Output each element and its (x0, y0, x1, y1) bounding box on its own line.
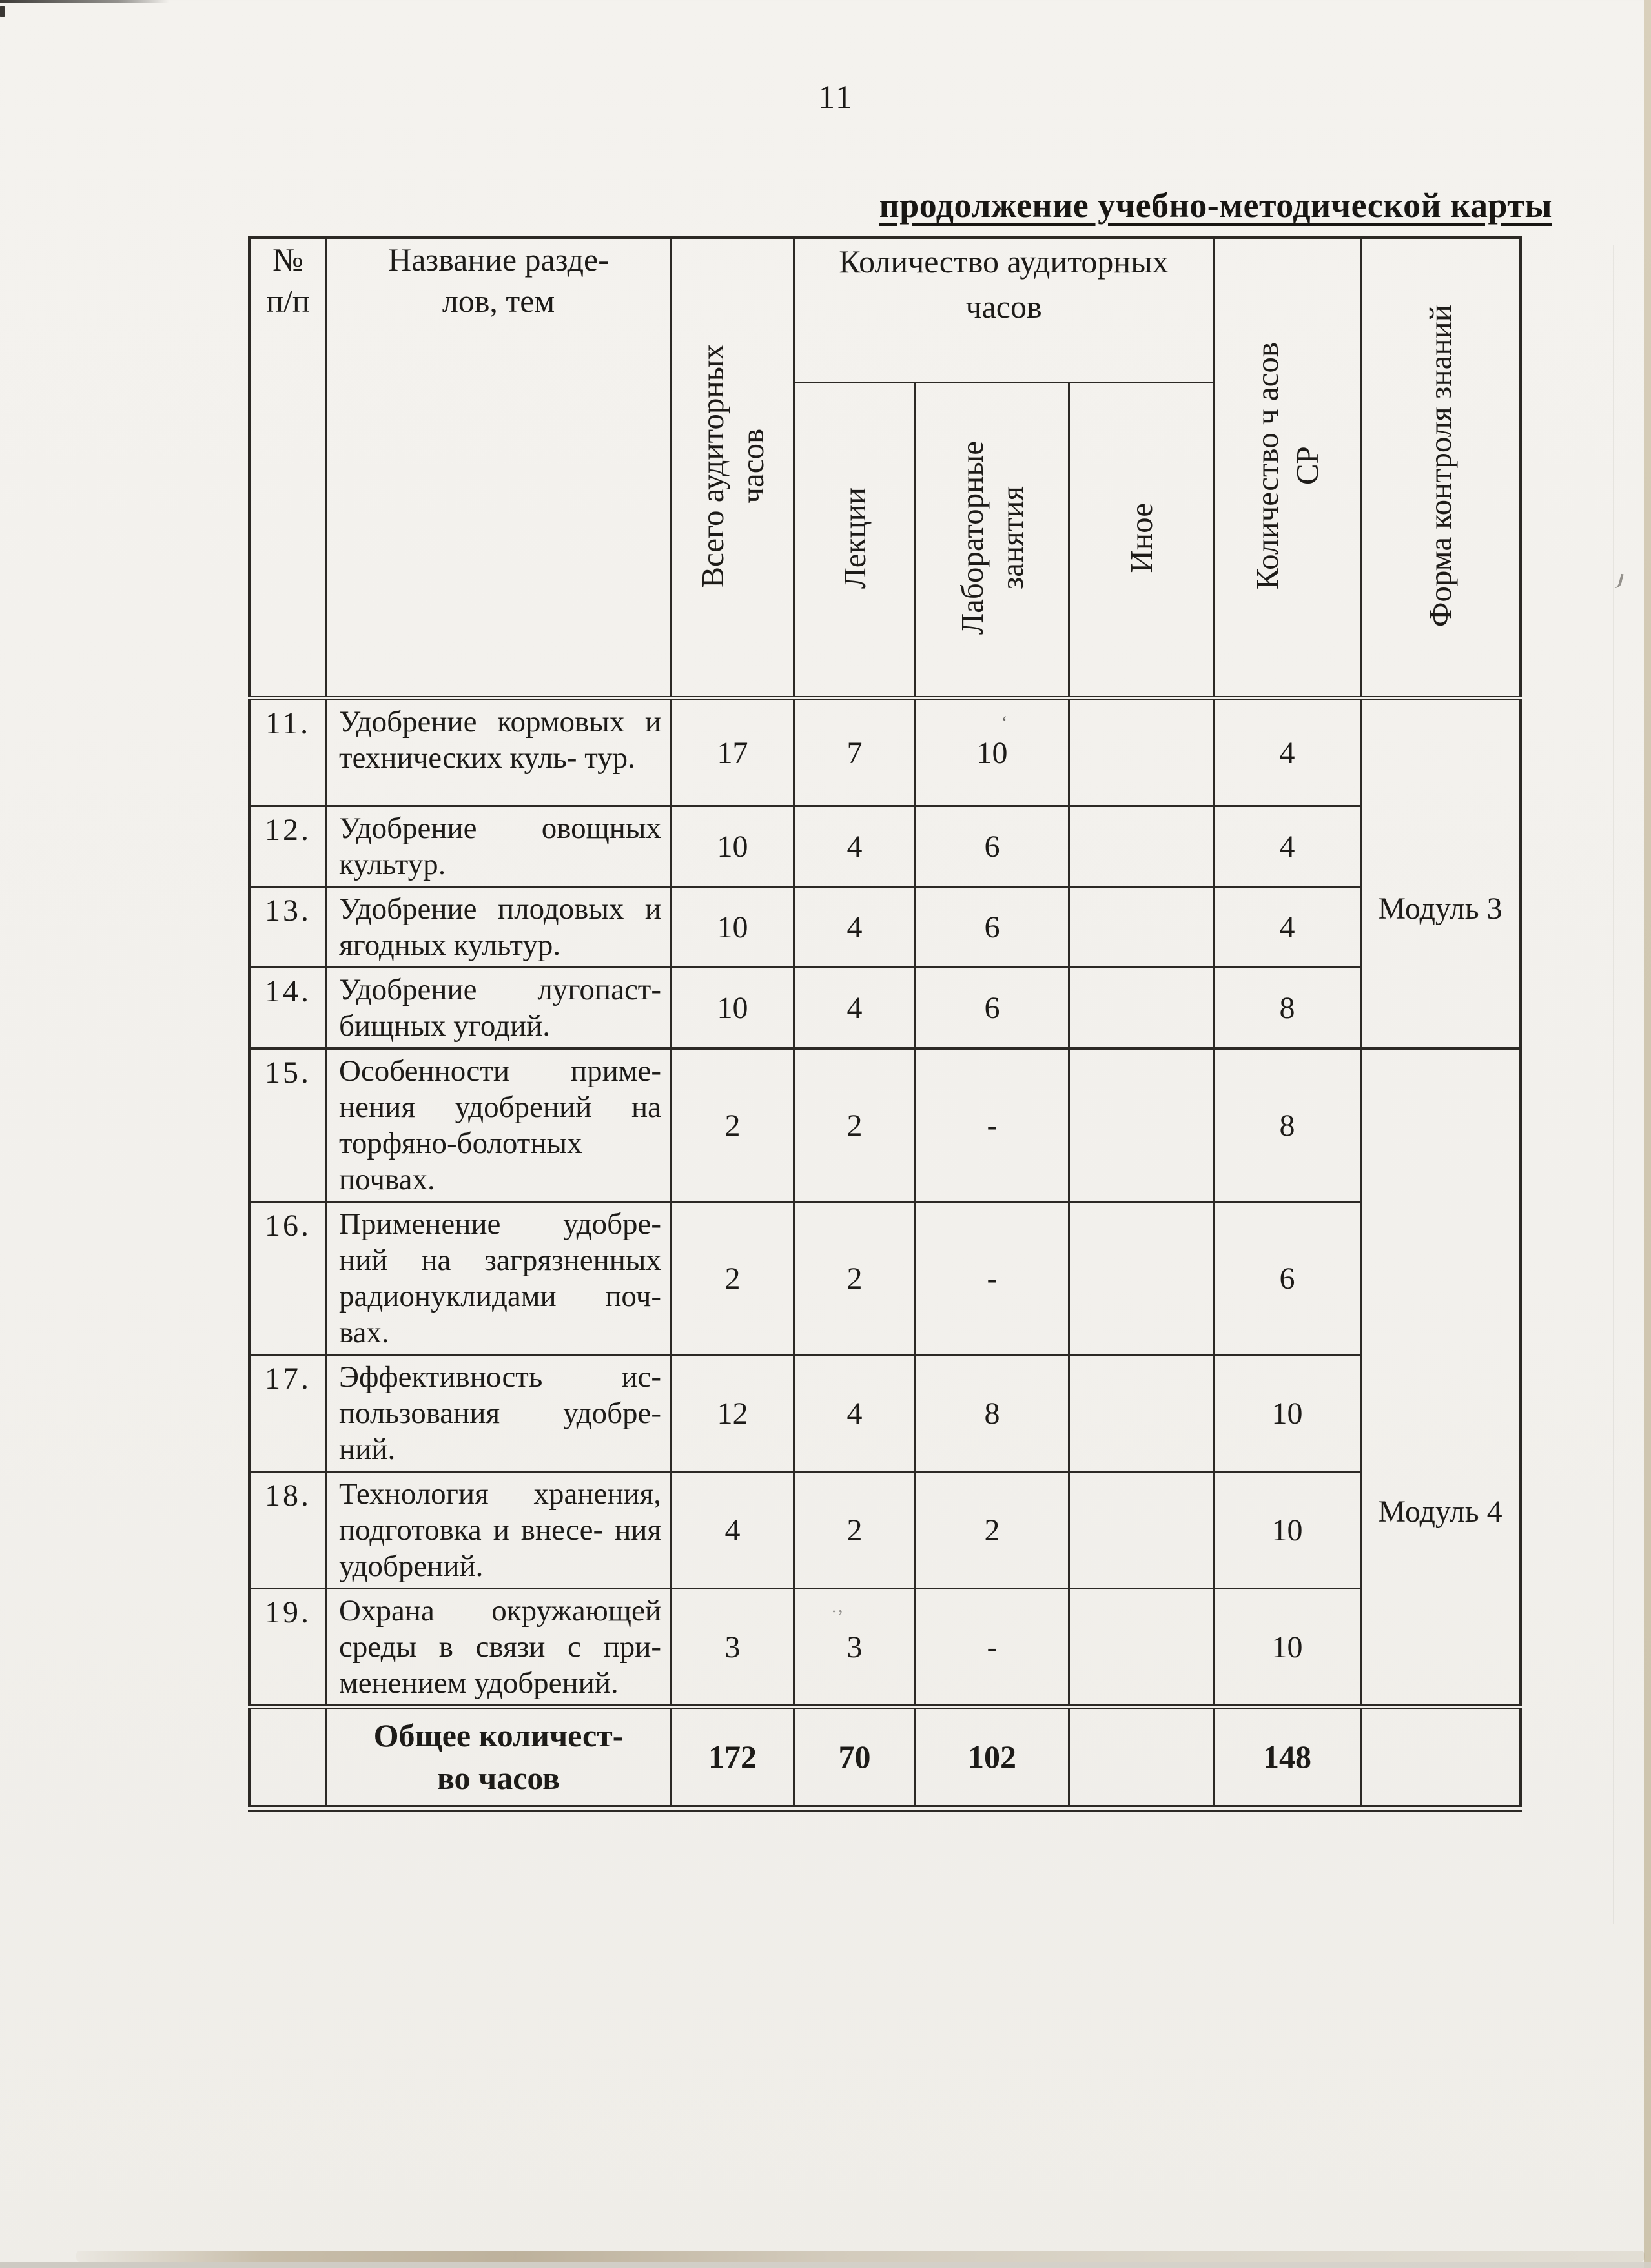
row-num-cell: 13. (250, 887, 326, 968)
row-topic-cell: Охрана окружающей среды в связи с при- менением удобрений. (326, 1589, 672, 1707)
row-other-cell (1069, 1589, 1214, 1707)
table-row-15 (250, 1048, 1521, 1202)
row-topic-cell: Технология хранения, подготовка и внесе- ния удобрений. (326, 1472, 672, 1589)
table-row-12 (250, 806, 1521, 887)
row-num-cell: 18. (250, 1472, 326, 1589)
scan-artifact-right-edge (1644, 0, 1651, 2268)
scan-artifact-top-line (0, 0, 169, 3)
scan-artifact-crease (1613, 245, 1614, 1924)
row-lab-cell: 2 (916, 1472, 1069, 1589)
row-sr-cell: 6 (1214, 1202, 1361, 1355)
row-other-cell (1069, 1472, 1214, 1589)
page-number: 11 (818, 79, 854, 116)
row-lectures-cell: 4 (794, 968, 916, 1049)
row-num-cell: 12. (250, 806, 326, 887)
row-total-cell: 2 (672, 1048, 794, 1202)
table-row-16 (250, 1202, 1521, 1355)
row-lab-cell: 6 (916, 806, 1069, 887)
col-header-name: Название разде- лов, тем (326, 238, 672, 699)
row-total-cell: 10 (672, 806, 794, 887)
row-lab-cell: - (916, 1589, 1069, 1707)
row-topic-cell: Удобрение кормовых и технических куль- тур. (326, 699, 672, 806)
total-num-cell (250, 1707, 326, 1808)
total-label-cell: Общее количест- во часов (326, 1707, 672, 1808)
total-lab-cell: 102 (916, 1707, 1069, 1808)
row-num-cell: 15. (250, 1048, 326, 1202)
row-lectures-cell: 4 (794, 887, 916, 968)
row-num-cell: 14. (250, 968, 326, 1049)
module-3-cell: Модуль 3 (1361, 699, 1521, 1049)
row-num-cell: 16. (250, 1202, 326, 1355)
row-lectures-cell: 2 (794, 1048, 916, 1202)
row-total-cell: 3 (672, 1589, 794, 1707)
total-sr-cell: 148 (1214, 1707, 1361, 1808)
row-sr-cell: 10 (1214, 1355, 1361, 1472)
row-lectures-cell: 4 (794, 806, 916, 887)
table-row-19 (250, 1589, 1521, 1707)
row-other-cell (1069, 887, 1214, 968)
row-topic-cell: Удобрение лугопаст- бищных угодий. (326, 968, 672, 1049)
row-lectures-cell: ˙ʼ 3 (794, 1589, 916, 1707)
row-sr-cell: 4 (1214, 699, 1361, 806)
row-lectures-cell: 2 (794, 1202, 916, 1355)
row-other-cell (1069, 806, 1214, 887)
row-lab-cell: 8 (916, 1355, 1069, 1472)
row-lab-cell: 10 ʻ (916, 699, 1069, 806)
row-total-cell: 4 (672, 1472, 794, 1589)
row-lab-cell: - (916, 1048, 1069, 1202)
scan-stray-mark: ʻ (1001, 712, 1008, 733)
row-topic-cell: Применение удобре- ний на загрязненных радионуклидами поч- вах. (326, 1202, 672, 1355)
scan-artifact-squiggle (1614, 573, 1624, 589)
table-row-18 (250, 1472, 1521, 1589)
row-total-cell: 10 (672, 887, 794, 968)
col-header-num: № п/п (250, 238, 326, 699)
row-sr-cell: 4 (1214, 887, 1361, 968)
table-row-14 (250, 968, 1521, 1049)
table-row-13 (250, 887, 1521, 968)
row-lab-cell: 6 (916, 887, 1069, 968)
row-sr-cell: 4 (1214, 806, 1361, 887)
row-total-cell: 17 (672, 699, 794, 806)
row-sr-cell: 8 (1214, 1048, 1361, 1202)
row-topic-cell: Удобрение плодовых и ягодных культур. (326, 887, 672, 968)
table-total-row (250, 1707, 1521, 1808)
row-other-cell (1069, 1355, 1214, 1472)
col-header-total-hours: Всего аудиторных часов (672, 238, 794, 699)
row-lectures-cell: 4 (794, 1355, 916, 1472)
total-hours-cell: 172 (672, 1707, 794, 1808)
scan-artifact-bottom-smudge (76, 2251, 1645, 2262)
row-num-cell: 17. (250, 1355, 326, 1472)
col-header-self-study-hours: Количество ч асов СР (1214, 238, 1361, 699)
table-row-11 (250, 699, 1521, 806)
col-header-lab-classes: Лабораторные занятия (916, 383, 1069, 699)
row-topic-cell: Особенности приме- нения удобрений на торфяно-болотных почвах. (326, 1048, 672, 1202)
col-header-classroom-hours-group: Количество аудиторных часов (794, 238, 1214, 383)
row-total-cell: 10 (672, 968, 794, 1049)
row-sr-cell: 10 (1214, 1589, 1361, 1707)
row-other-cell (1069, 699, 1214, 806)
total-lectures-cell: 70 (794, 1707, 916, 1808)
row-total-cell: 12 (672, 1355, 794, 1472)
row-total-cell: 2 (672, 1202, 794, 1355)
row-topic-cell: Эффективность ис- пользования удобре- ний. (326, 1355, 672, 1472)
col-header-other: Иное (1069, 383, 1214, 699)
col-header-lectures: Лекции (794, 383, 916, 699)
row-lab-cell: 6 (916, 968, 1069, 1049)
row-other-cell (1069, 1048, 1214, 1202)
row-other-cell (1069, 1202, 1214, 1355)
table-row-17 (250, 1355, 1521, 1472)
scan-artifact-left-tick (0, 6, 5, 17)
scan-stray-mark: ˙ʼ (830, 1606, 844, 1628)
total-control-cell (1361, 1707, 1521, 1808)
row-lectures-cell: 7 (794, 699, 916, 806)
total-other-cell (1069, 1707, 1214, 1808)
col-header-control-form: Форма контроля знаний (1361, 238, 1521, 699)
row-other-cell (1069, 968, 1214, 1049)
row-num-cell: 19. (250, 1589, 326, 1707)
document-heading: продолжение учебно-методической карты (879, 186, 1552, 225)
row-sr-cell: 8 (1214, 968, 1361, 1049)
umk-table (248, 236, 1522, 1812)
module-4-cell: Модуль 4 (1361, 1048, 1521, 1707)
row-lectures-cell: 2 (794, 1472, 916, 1589)
row-sr-cell: 10 (1214, 1472, 1361, 1589)
row-num-cell: 11. (250, 699, 326, 806)
scan-artifact-bottom-strip (0, 2262, 1651, 2268)
row-lab-cell: - (916, 1202, 1069, 1355)
row-topic-cell: Удобрение овощных культур. (326, 806, 672, 887)
